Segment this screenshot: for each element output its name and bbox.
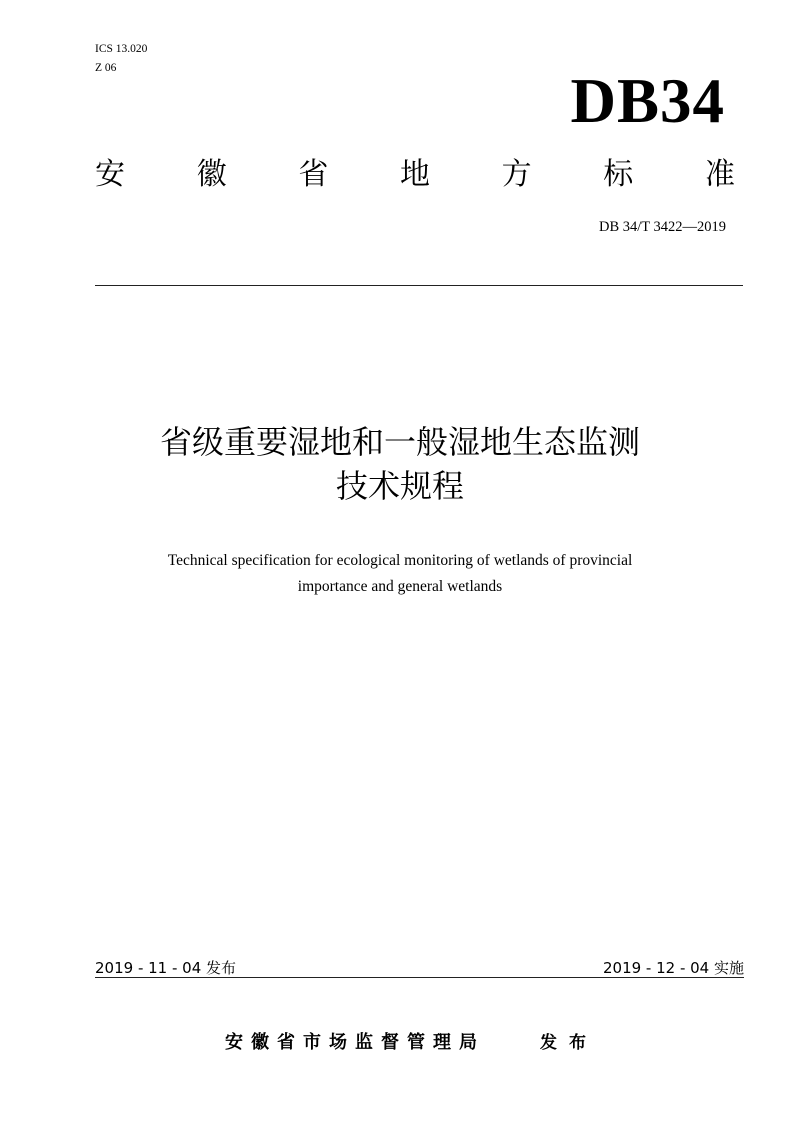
classification-codes — [95, 40, 147, 78]
publish-label: 发布 — [540, 1033, 598, 1053]
implementation-date: 2019 - 12 - 04 实施 — [602, 959, 744, 977]
standard-type-char: 安 — [95, 157, 125, 192]
standard-code-logo: DB34 — [570, 66, 725, 136]
standard-type-char: 徽 — [196, 157, 227, 192]
header-divider — [95, 285, 743, 286]
standard-type-char: 方 — [501, 157, 532, 192]
standard-type-char: 地 — [399, 157, 430, 192]
issue-date: 2019 - 11 - 04 发布 — [95, 959, 237, 977]
standard-type-heading — [95, 155, 735, 195]
document-title-english — [60, 548, 740, 600]
title-en-line: Technical specification for ecological monitoring of wetlands of provincial — [167, 552, 633, 569]
document-title-chinese — [60, 420, 740, 508]
date-divider — [95, 977, 744, 978]
title-en-line: importance and general wetlands — [297, 578, 503, 595]
standard-type-char: 准 — [704, 157, 735, 192]
title-cn-line: 技术规程 — [335, 467, 464, 505]
standard-number: DB 34/T 3422—2019 — [598, 219, 726, 235]
ics-code: ICS 13.020 — [95, 43, 148, 55]
title-cn-line: 省级重要湿地和一般湿地生态监测 — [159, 423, 640, 461]
publisher-name: 安徽省市场监督管理局 — [225, 1032, 485, 1053]
ccs-code: Z 06 — [95, 62, 117, 74]
standard-type-char: 标 — [603, 157, 634, 192]
standard-type-char: 省 — [298, 157, 329, 192]
